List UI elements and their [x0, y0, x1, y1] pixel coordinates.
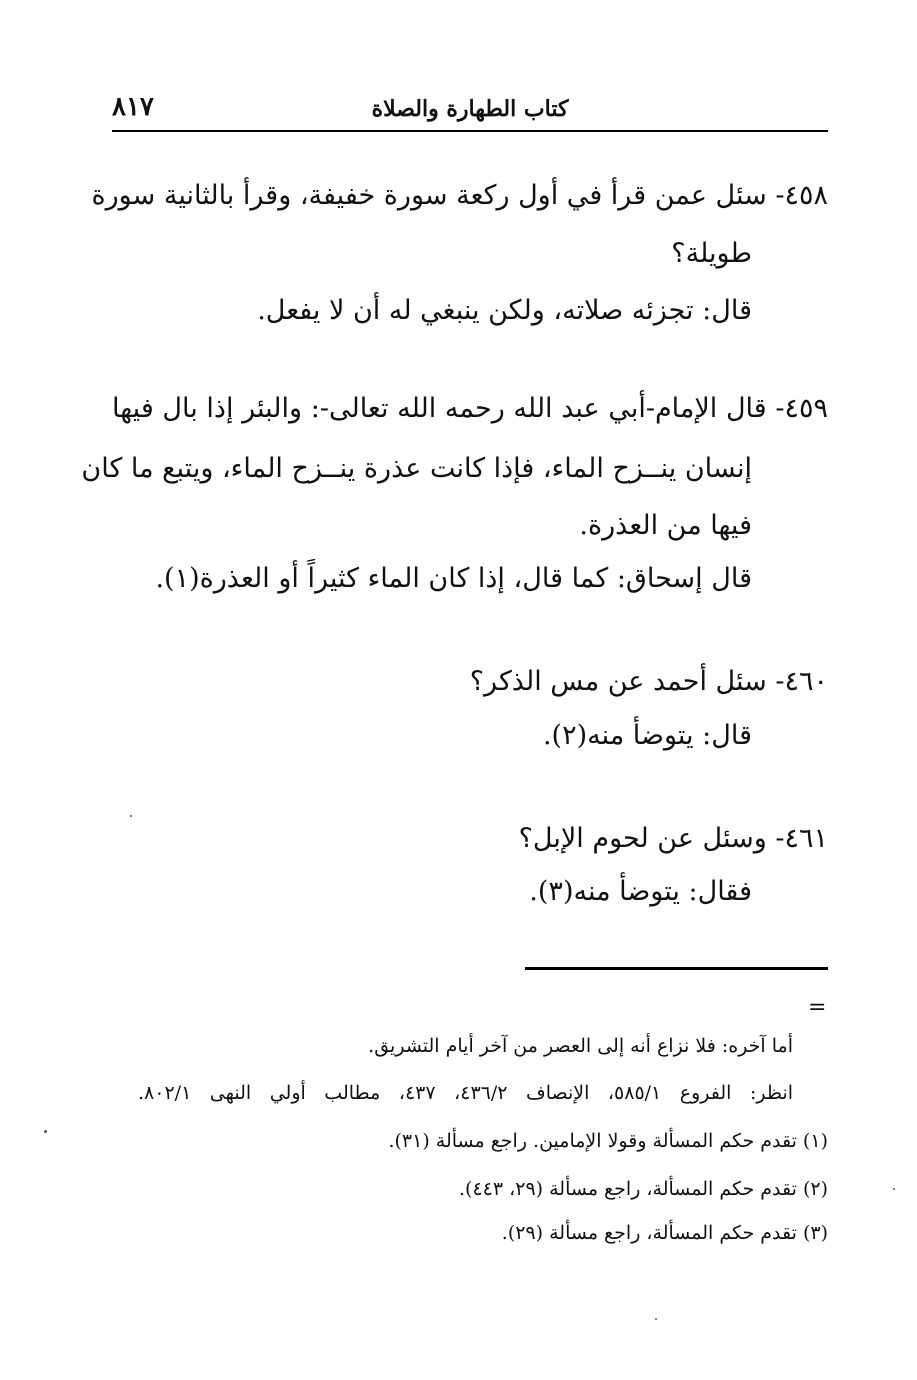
footnote-separator — [525, 967, 828, 970]
question-459-line-3: فيها من العذرة. — [579, 510, 752, 541]
question-459-line-1: ٤٥٩- قال الإمام-أبي عبد الله رحمه الله تعالى-: والبئر إذا بال فيها — [112, 393, 828, 424]
question-461: ٤٦١- وسئل عن لحوم الإبل؟ — [518, 823, 828, 854]
answer-459: قال إسحاق: كما قال، إذا كان الماء كثيراً أو العذرة(١). — [155, 563, 752, 594]
question-458-line-1: ٤٥٨- سئل عمن قرأ في أول ركعة سورة خفيفة، وقرأ بالثانية سورة — [91, 180, 828, 211]
running-title: كتاب الطهارة والصلاة — [371, 96, 569, 122]
running-header — [112, 86, 828, 132]
scan-speck — [130, 815, 132, 817]
footnote-continued-line-2: انظر: الفروع ٥٨٥/١، الإنصاف ٤٣٦/٢، ٤٣٧، مطالب أولي النهى ٨٠٢/١. — [138, 1082, 794, 1104]
footnote-1: (١) تقدم حكم المسألة وقولا الإمامين. راجع مسألة (٣١). — [388, 1130, 828, 1152]
scan-speck — [893, 1188, 895, 1190]
footnote-2: (٢) تقدم حكم المسألة، راجع مسألة (٢٩، ٤٤٣). — [459, 1178, 828, 1200]
footnote-continuation-mark: = — [808, 995, 827, 1020]
answer-458: قال: تجزئه صلاته، ولكن ينبغي له أن لا يفعل. — [257, 295, 752, 326]
footnote-continued-line-1: أما آخره: فلا نزاع أنه إلى العصر من آخر أيام التشريق. — [368, 1035, 793, 1057]
footnote-3: (٣) تقدم حكم المسألة، راجع مسألة (٢٩). — [501, 1222, 828, 1244]
question-458-line-2: طويلة؟ — [671, 238, 752, 269]
question-460: ٤٦٠- سئل أحمد عن مس الذكر؟ — [469, 666, 828, 697]
question-459-line-2: إنسان ينــزح الماء، فإذا كانت عذرة ينــزح الماء، ويتبع ما كان — [81, 453, 752, 484]
scan-speck — [655, 1318, 657, 1320]
page-number: ٨١٧ — [112, 92, 154, 122]
scan-speck — [44, 1130, 47, 1133]
answer-461: فقال: يتوضأ منه(٣). — [529, 876, 752, 907]
answer-460: قال: يتوضأ منه(٢). — [542, 720, 752, 751]
